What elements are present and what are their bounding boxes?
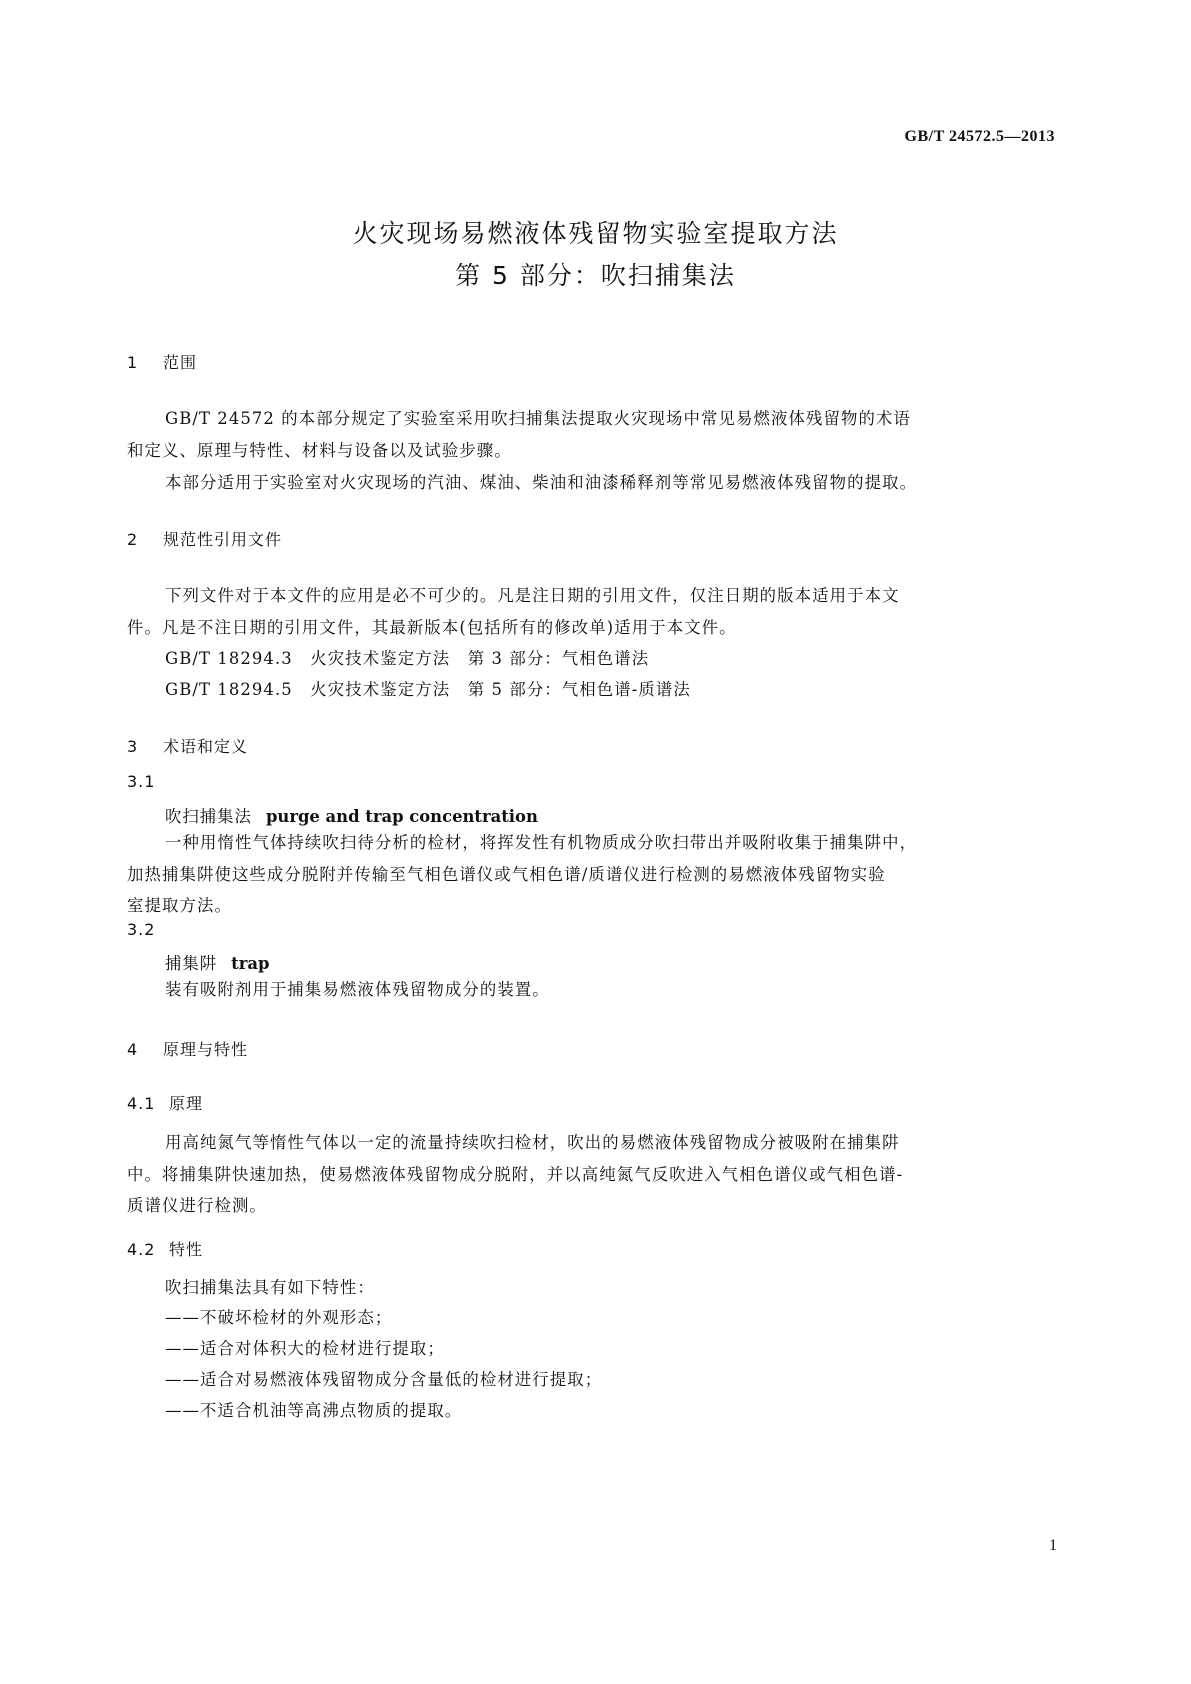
term-number: 3.2 — [127, 920, 156, 939]
section-title: 原理与特性 — [163, 1040, 249, 1059]
subsection-title: 特性 — [169, 1240, 204, 1259]
section-number: 4 — [127, 1040, 139, 1059]
term-number: 3.1 — [127, 772, 156, 791]
document-title: 火灾现场易燃液体残留物实验室提取方法 — [352, 219, 839, 248]
term-definition: 一种用惰性气体持续吹扫待分析的检材，将挥发性有机物质成分吹扫带出并吸附收集于捕集阱中， — [165, 833, 918, 852]
document-subtitle: 第 5 部分：吹扫捕集法 — [455, 261, 736, 290]
paragraph: GB/T 24572 的本部分规定了实验室采用吹扫捕集法提取火灾现场中常见易燃液体残留物的术语 — [165, 409, 911, 428]
list-item: ——不适合机油等高沸点物质的提取。 — [165, 1401, 463, 1420]
paragraph-continuation: 中。将捕集阱快速加热，使易燃液体残留物成分脱附，并以高纯氮气反吹进入气相色谱仪或气相色谱- — [127, 1165, 904, 1184]
section-title: 规范性引用文件 — [163, 530, 283, 549]
term-definition: 装有吸附剂用于捕集易燃液体残留物成分的装置。 — [165, 980, 550, 999]
section-3-heading — [127, 734, 248, 757]
section-1-heading — [127, 350, 197, 373]
section-title: 术语和定义 — [163, 737, 249, 756]
section-number: 3 — [127, 737, 139, 756]
subsection-4-2-heading — [127, 1237, 203, 1260]
term-english: trap — [231, 954, 270, 973]
paragraph: 吹扫捕集法具有如下特性： — [165, 1278, 375, 1297]
standard-number: GB/T 24572.5—2013 — [904, 128, 1055, 145]
subsection-number: 4.1 — [127, 1094, 156, 1113]
term-entry — [165, 950, 269, 974]
reference-item: GB/T 18294.3 火灾技术鉴定方法 第 3 部分：气相色谱法 — [165, 649, 650, 668]
paragraph-continuation: 和定义、原理与特性、材料与设备以及试验步骤。 — [127, 441, 512, 460]
section-number: 1 — [127, 353, 139, 372]
section-4-heading — [127, 1037, 248, 1060]
paragraph: 用高纯氮气等惰性气体以一定的流量持续吹扫检材，吹出的易燃液体残留物成分被吸附在捕集阱 — [165, 1133, 900, 1152]
section-title: 范围 — [163, 353, 198, 372]
term-chinese: 吹扫捕集法 — [165, 807, 252, 826]
term-entry — [165, 803, 538, 827]
term-english: purge and trap concentration — [265, 807, 538, 826]
subsection-4-1-heading — [127, 1091, 203, 1114]
subsection-number: 4.2 — [127, 1240, 156, 1259]
section-2-heading — [127, 527, 282, 550]
subsection-title: 原理 — [169, 1094, 204, 1113]
list-item: ——适合对体积大的检材进行提取； — [165, 1339, 445, 1358]
list-item: ——适合对易燃液体残留物成分含量低的检材进行提取； — [165, 1370, 603, 1389]
reference-item: GB/T 18294.5 火灾技术鉴定方法 第 5 部分：气相色谱-质谱法 — [165, 680, 691, 699]
paragraph: 本部分适用于实验室对火灾现场的汽油、煤油、柴油和油漆稀释剂等常见易燃液体残留物的提取。 — [165, 473, 918, 492]
paragraph-continuation: 件。凡是不注日期的引用文件，其最新版本(包括所有的修改单)适用于本文件。 — [127, 618, 737, 637]
term-chinese: 捕集阱 — [165, 954, 218, 973]
paragraph: 下列文件对于本文件的应用是必不可少的。凡是注日期的引用文件，仅注日期的版本适用于本文 — [165, 586, 900, 605]
section-number: 2 — [127, 530, 139, 549]
term-definition-continuation: 加热捕集阱使这些成分脱附并传输至气相色谱仪或气相色谱/质谱仪进行检测的易燃液体残留物实验 — [127, 865, 886, 884]
term-definition-continuation: 室提取方法。 — [127, 896, 232, 915]
list-item: ——不破坏检材的外观形态； — [165, 1308, 393, 1327]
page-number: 1 — [1049, 1537, 1057, 1554]
paragraph-continuation: 质谱仪进行检测。 — [127, 1196, 267, 1215]
